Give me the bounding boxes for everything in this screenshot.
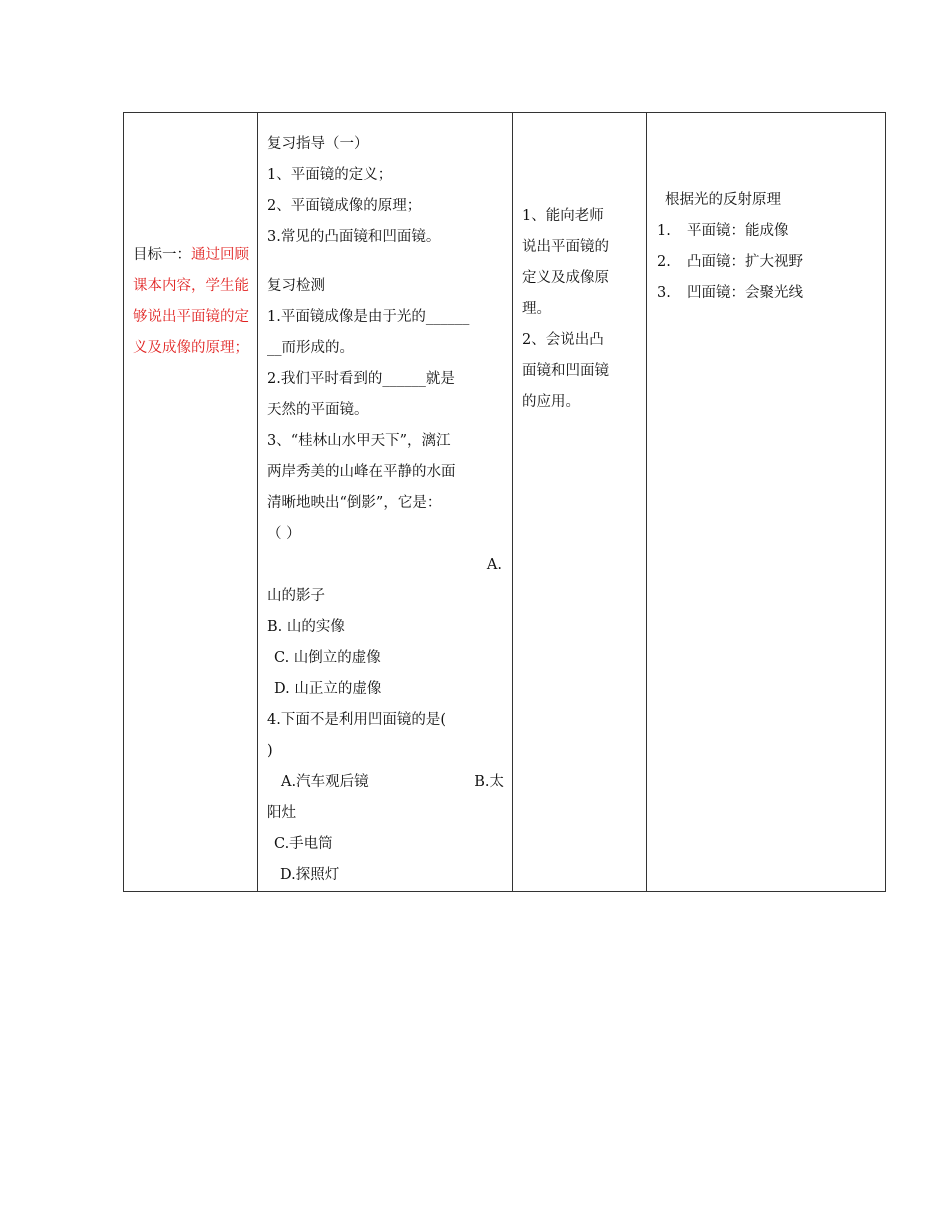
question-line: 2.我们平时看到的______就是 xyxy=(267,371,455,387)
question-line: 3、“桂林山水甲天下”，漓江 xyxy=(267,433,451,449)
list-item: 3. 凹面镜：会聚光线 xyxy=(657,285,803,301)
summary-title: 根据光的反射原理 xyxy=(665,192,781,208)
question-line: __而形成的。 xyxy=(267,340,354,356)
review-cell xyxy=(258,113,513,892)
question-line: 两岸秀美的山峰在平静的水面 xyxy=(267,464,456,480)
objective-line: 2、会说出凸 xyxy=(522,332,604,348)
summary-cell xyxy=(647,113,886,892)
guide-item: 3.常见的凸面镜和凹面镜。 xyxy=(267,229,441,245)
question-line: 天然的平面镜。 xyxy=(267,402,369,418)
goal-label: 目标一： xyxy=(133,247,191,263)
question-line: ) xyxy=(267,743,273,759)
objective-line: 理。 xyxy=(522,301,551,317)
guide-title: 复习指导（一） xyxy=(267,136,369,152)
question-line: 清晰地映出“倒影”，它是： xyxy=(267,495,442,511)
option-b: B. 山的实像 xyxy=(267,619,345,635)
goal-cell xyxy=(124,113,258,892)
q4-option-c: C.手电筒 xyxy=(274,836,333,852)
q4-option-d: D.探照灯 xyxy=(280,867,340,883)
q4-option-a: A.汽车观后镜 xyxy=(281,774,369,790)
question-line: 4.下面不是利用凹面镜的是( xyxy=(267,712,446,728)
list-item: 1. 平面镜：能成像 xyxy=(657,223,789,239)
q4-option-b: B.太 xyxy=(474,774,504,790)
guide-item: 2、平面镜成像的原理； xyxy=(267,198,422,214)
option-c: C. 山倒立的虚像 xyxy=(274,650,381,666)
answer-bracket: （ ） xyxy=(267,526,301,542)
objective-line: 定义及成像原 xyxy=(522,270,609,286)
question-line: 1.平面镜成像是由于光的______ xyxy=(267,309,470,325)
goal-text: 通过回顾课本内容，学生能够说出平面镜的定义及成像的原理； xyxy=(133,247,249,356)
objective-line: 1、能向老师 xyxy=(522,208,604,224)
check-title: 复习检测 xyxy=(267,278,325,294)
option-a-label: A. xyxy=(486,557,502,573)
objective-line: 说出平面镜的 xyxy=(522,239,609,255)
objective-line: 面镜和凹面镜 xyxy=(522,363,609,379)
objective-cell xyxy=(513,113,647,892)
option-a-text: 山的影子 xyxy=(267,588,325,604)
list-item: 2. 凸面镜：扩大视野 xyxy=(657,254,803,270)
objective-line: 的应用。 xyxy=(522,394,580,410)
option-d: D. 山正立的虚像 xyxy=(274,681,382,697)
table-row xyxy=(124,113,886,892)
lesson-table xyxy=(123,112,886,892)
option-row xyxy=(267,767,504,798)
summary-list xyxy=(657,216,879,309)
q4-option-b-cont: 阳灶 xyxy=(267,805,296,821)
guide-item: 1、平面镜的定义； xyxy=(267,167,393,183)
